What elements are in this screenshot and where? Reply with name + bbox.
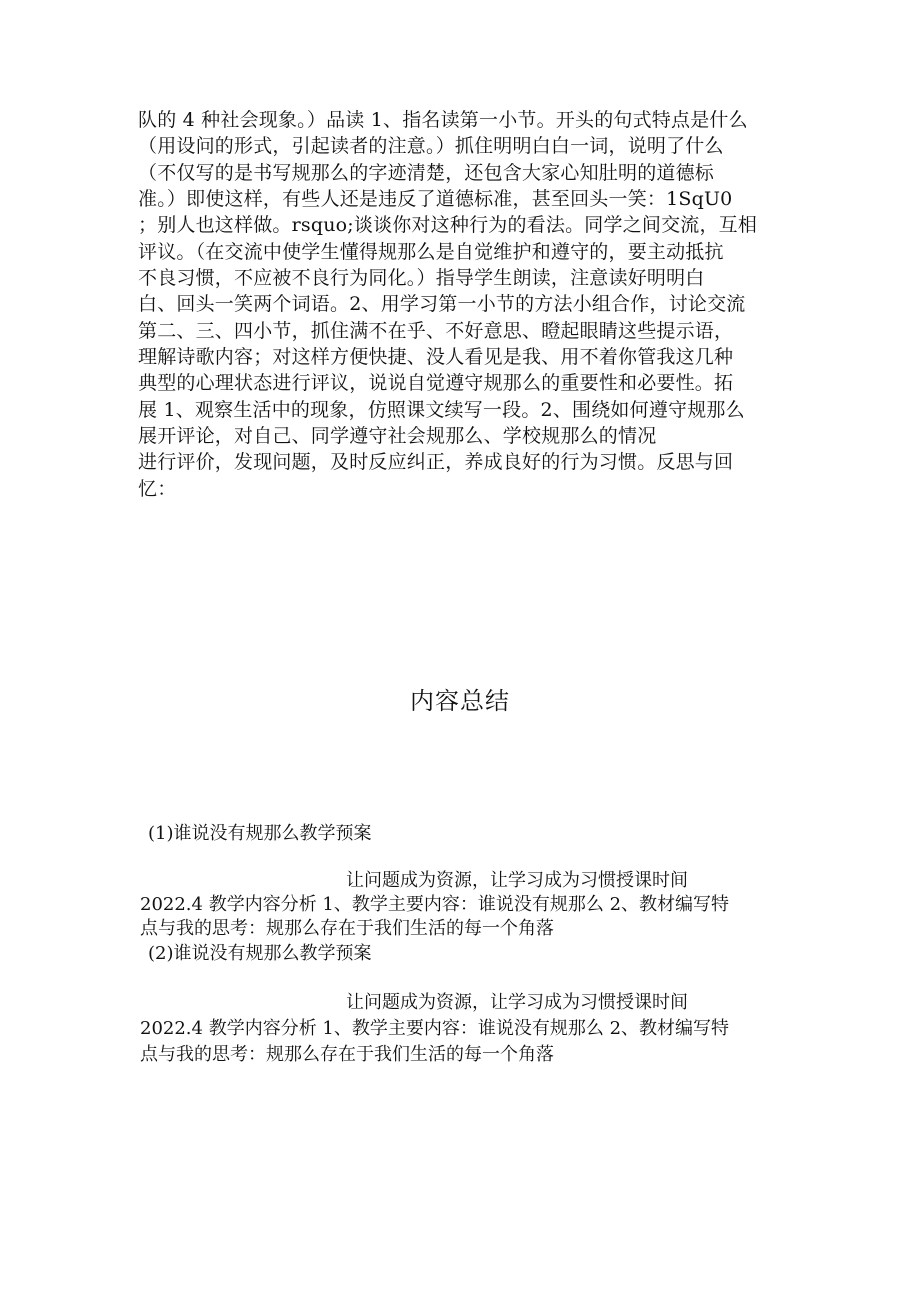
body-line: 不良习惯，不应被不良行为同化。）指导学生朗读，注意读好明明白 [138,267,705,289]
body-line: 典型的心理状态进行评议，说说自觉遵守规那么的重要性和必要性。拓 [138,372,734,394]
body-line: 第二、三、四小节，抓住满不在乎、不好意思、瞪起眼睛这些提示语， [138,320,734,342]
summary-item-line: 点与我的思考：规那么存在于我们生活的每一个角落 [140,1044,554,1065]
body-line: 评议。（在交流中使学生懂得规那么是自觉维护和遵守的，要主动抵抗 [138,241,724,263]
body-line: 准。）即使这样，有些人还是违反了道德标准，甚至回头一笑：1SqU0 [138,188,733,210]
body-line: （用设问的形式，引起读者的注意。）抓住明明白白一词，说明了什么 [138,135,724,157]
body-line: 队的 4 种社会现象。）品读 1、指名读第一小节。开头的句式特点是什么 [138,109,748,131]
body-line: 进行评价，发现问题，及时反应纠正，养成良好的行为习惯。反思与回 [138,451,734,473]
summary-heading: 内容总结 [410,687,510,715]
body-line: （不仅写的是书写规那么的字迹清楚，还包含大家心知肚明的道德标 [138,162,715,184]
body-line: 展 1、观察生活中的现象，仿照课文续写一段。2、围绕如何遵守规那么 [138,399,745,421]
body-line: ；别人也这样做。rsquo;谈谈你对这种行为的看法。同学之间交流，互相 [138,214,758,236]
summary-item-title: (1)谁说没有规那么教学预案 [148,823,372,844]
body-line: 白、回头一笑两个词语。2、用学习第一小节的方法小组合作，讨论交流 [138,293,746,315]
summary-item-line: 2022.4 教学内容分析 1、教学主要内容：谁说没有规那么 2、教材编写特 [140,1018,730,1039]
summary-item-line: 2022.4 教学内容分析 1、教学主要内容：谁说没有规那么 2、教材编写特 [140,894,730,915]
body-line: 理解诗歌内容；对这样方便快捷、没人看见是我、用不着你管我这几种 [138,346,734,368]
body-line: 忆： [138,478,177,500]
summary-item-line: 点与我的思考：规那么存在于我们生活的每一个角落 [140,918,554,939]
summary-item-subtitle: 让问题成为资源，让学习成为习惯授课时间 [346,992,688,1013]
summary-item-title: (2)谁说没有规那么教学预案 [148,943,372,964]
summary-item-subtitle: 让问题成为资源，让学习成为习惯授课时间 [346,870,688,891]
body-line: 展开评论，对自己、同学遵守社会规那么、学校规那么的情况 [138,425,657,447]
